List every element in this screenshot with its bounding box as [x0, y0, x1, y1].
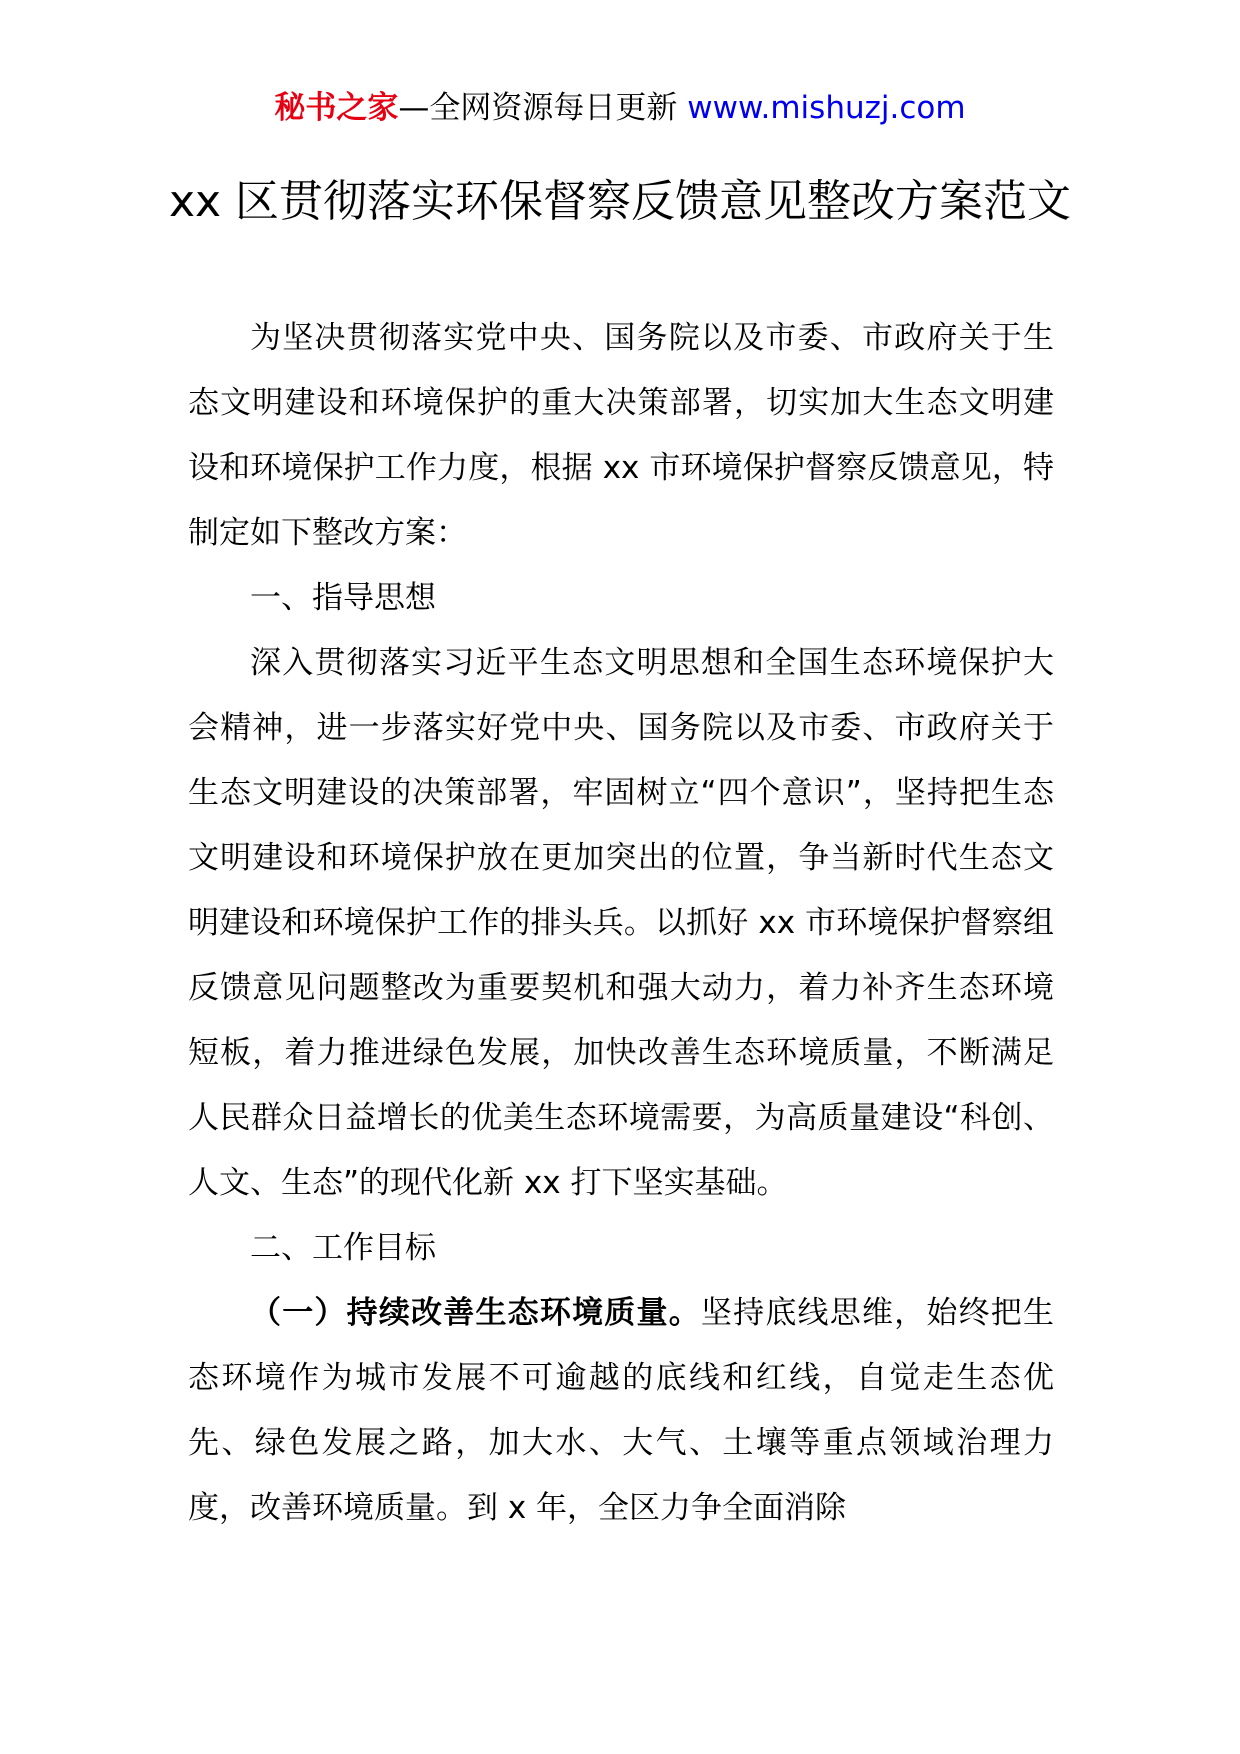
intro-paragraph: 为坚决贯彻落实党中央、国务院以及市委、市政府关于生态文明建设和环境保护的重大决策部署，切实加大生态文明建设和环境保护工作力度，根据 xx 市环境保护督察反馈意见，特制定如下整改方案：	[188, 320, 1054, 551]
section-heading-work-goals: 二、工作目标	[250, 1230, 436, 1266]
goal-1-text: 坚持底线思维，始终把生态环境作为城市发展不可逾越的底线和红线，自觉走生态优先、绿色发展之路，加大水、大气、土壤等重点领域治理力度，改善环境质量。到 x 年，全区力争全面消除	[188, 1295, 1055, 1526]
document-title: xx 区贯彻落实环保督察反馈意见整改方案范文	[168, 176, 1072, 227]
section-heading-guiding-ideology: 一、指导思想	[250, 580, 436, 616]
document-body	[188, 306, 1054, 1541]
goal-1-paragraph	[188, 1281, 1054, 1541]
goal-1-heading: （一）持续改善生态环境质量。	[250, 1295, 701, 1331]
site-header	[0, 86, 1240, 130]
guiding-ideology-paragraph: 深入贯彻落实习近平生态文明思想和全国生态环境保护大会精神，进一步落实好党中央、国务院以及市委、市政府关于生态文明建设的决策部署，牢固树立“四个意识”，坚持把生态文明建设和环境保护放在更加突出的位置，争当新时代生态文明建设和环境保护工作的排头兵。以抓好 xx 市环境保护督察组反馈意见问题整改为重要契机和强大动力，着力补齐生态环境短板，着力推进绿色发展，加快改善生态环境质量，不断满足人民群众日益增长的优美生态环境需要，为高质量建设“科创、人文、生态”的现代化新 xx 打下坚实基础。	[188, 645, 1054, 1201]
header-tagline: —全网资源每日更新	[398, 90, 688, 126]
site-link[interactable]: www.mishuzj.com	[687, 90, 966, 126]
brand-name: 秘书之家	[274, 90, 399, 126]
